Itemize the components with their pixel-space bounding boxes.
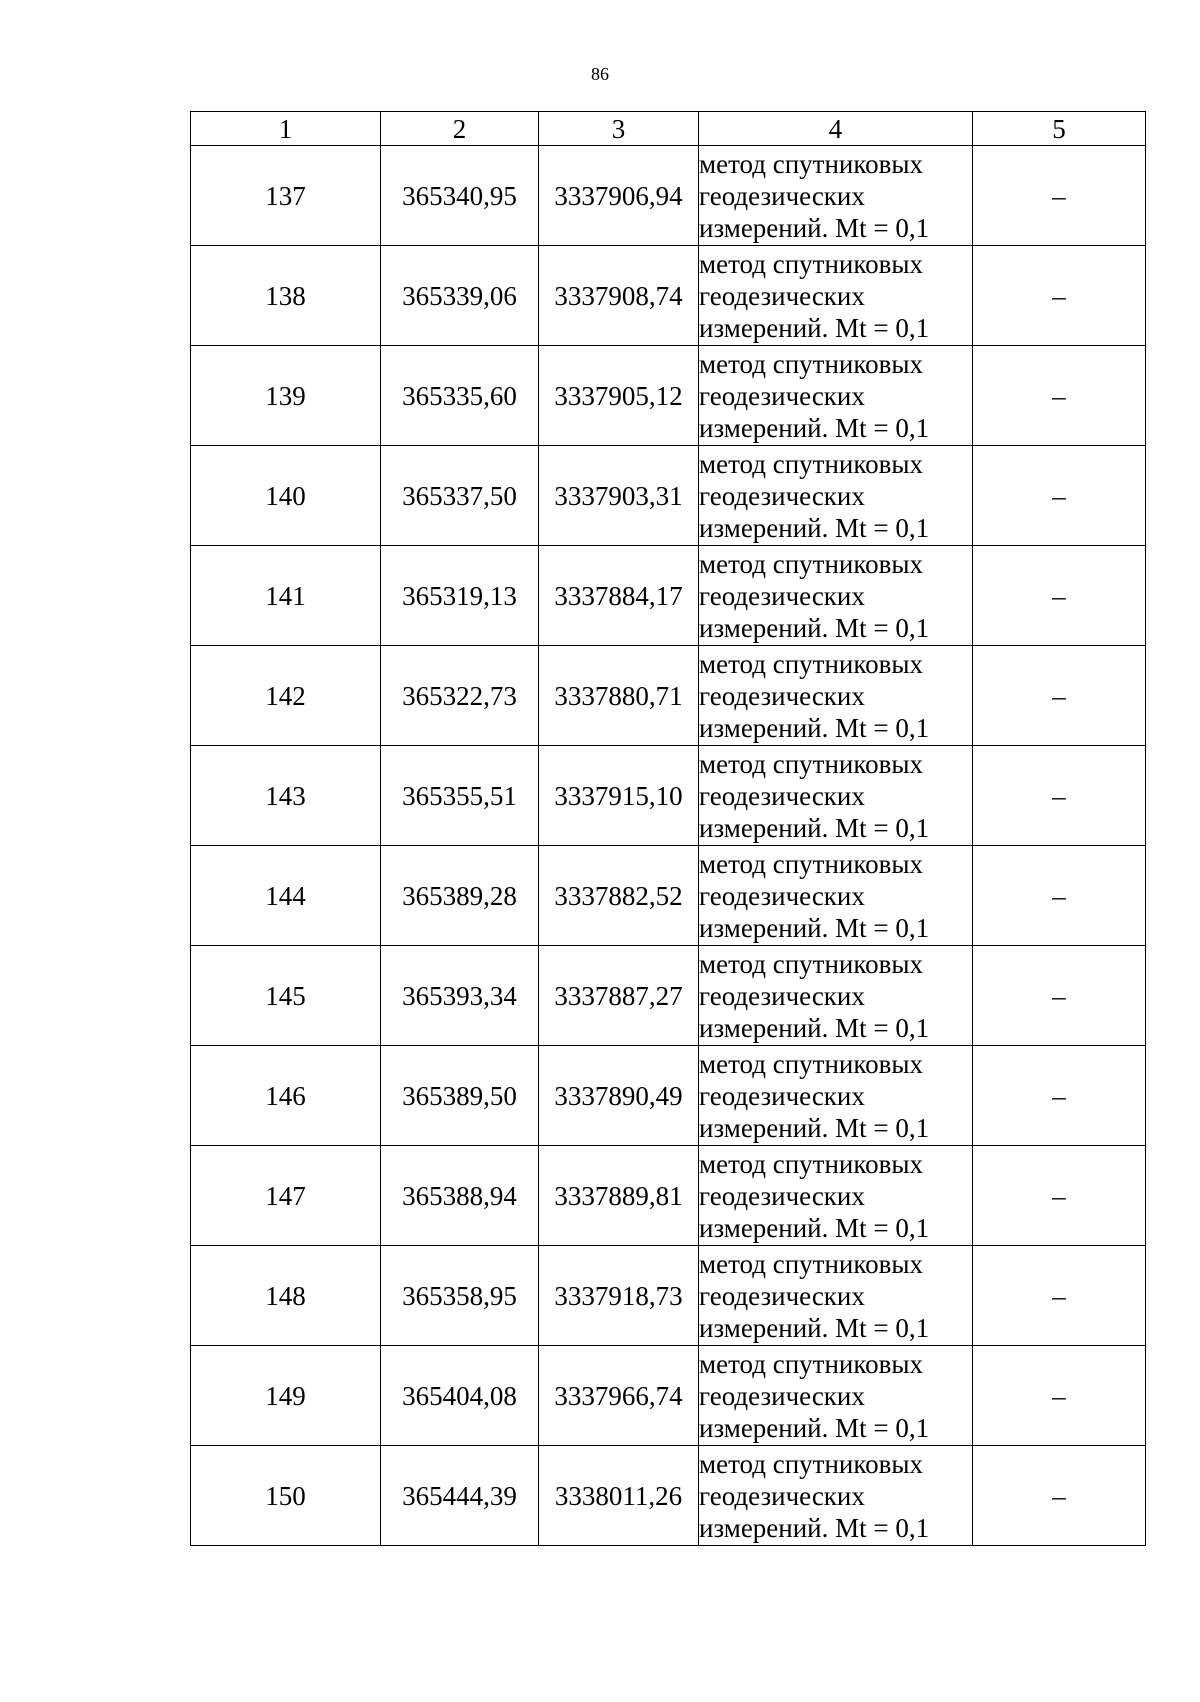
method-line: метод спутниковых [699,748,923,779]
point-number-cell: 137 [191,146,381,246]
method-line: метод спутниковых [699,348,923,379]
method-line: геодезических [699,980,865,1011]
table-row [191,146,1146,246]
method-cell [699,446,973,546]
point-number-cell: 139 [191,346,381,446]
point-number-cell: 140 [191,446,381,546]
y-coordinate-cell: 3337903,31 [539,446,699,546]
column-5-cell: – [973,446,1146,546]
column-5-cell: – [973,546,1146,646]
x-coordinate-cell: 365388,94 [381,1146,539,1246]
y-coordinate-cell: 3337880,71 [539,646,699,746]
table-row [191,446,1146,546]
y-coordinate-cell: 3337966,74 [539,1346,699,1446]
method-line: геодезических [699,1080,865,1111]
method-cell [699,1046,973,1146]
x-coordinate-cell: 365393,34 [381,946,539,1046]
method-line: метод спутниковых [699,648,923,679]
method-cell [699,1146,973,1246]
method-line: измерений. Mt = 0,1 [699,512,930,543]
table-header [191,112,1146,146]
method-line: геодезических [699,280,865,311]
x-coordinate-cell: 365389,50 [381,1046,539,1146]
column-5-cell: – [973,346,1146,446]
column-header-5: 5 [973,112,1146,146]
method-cell [699,1446,973,1546]
x-coordinate-cell: 365444,39 [381,1446,539,1546]
column-5-cell: – [973,1046,1146,1146]
table-row [191,1046,1146,1146]
method-line: геодезических [699,380,865,411]
point-number-cell: 149 [191,1346,381,1446]
method-line: измерений. Mt = 0,1 [699,912,930,943]
table-row [191,1246,1146,1346]
point-number-cell: 143 [191,746,381,846]
table-row [191,646,1146,746]
method-line: измерений. Mt = 0,1 [699,712,930,743]
x-coordinate-cell: 365404,08 [381,1346,539,1446]
method-line: геодезических [699,1280,865,1311]
point-number-cell: 145 [191,946,381,1046]
y-coordinate-cell: 3337918,73 [539,1246,699,1346]
column-5-cell: – [973,646,1146,746]
header-row [191,112,1146,146]
table-body [191,146,1146,1546]
table-row [191,746,1146,846]
x-coordinate-cell: 365358,95 [381,1246,539,1346]
x-coordinate-cell: 365337,50 [381,446,539,546]
method-line: метод спутниковых [699,1048,923,1079]
y-coordinate-cell: 3337890,49 [539,1046,699,1146]
table-row [191,946,1146,1046]
y-coordinate-cell: 3337882,52 [539,846,699,946]
method-line: измерений. Mt = 0,1 [699,812,930,843]
method-line: геодезических [699,180,865,211]
method-line: измерений. Mt = 0,1 [699,412,930,443]
table-row [191,846,1146,946]
point-number-cell: 150 [191,1446,381,1546]
column-5-cell: – [973,1446,1146,1546]
method-line: метод спутниковых [699,148,923,179]
method-line: геодезических [699,1380,865,1411]
method-cell [699,1246,973,1346]
y-coordinate-cell: 3337889,81 [539,1146,699,1246]
table-row [191,1146,1146,1246]
point-number-cell: 138 [191,246,381,346]
column-5-cell: – [973,1146,1146,1246]
table-row [191,346,1146,446]
column-5-cell: – [973,746,1146,846]
method-line: измерений. Mt = 0,1 [699,1212,930,1243]
column-header-4: 4 [699,112,973,146]
x-coordinate-cell: 365335,60 [381,346,539,446]
method-cell [699,846,973,946]
table-row [191,1446,1146,1546]
method-line: метод спутниковых [699,1348,923,1379]
y-coordinate-cell: 3337908,74 [539,246,699,346]
method-line: геодезических [699,680,865,711]
method-line: измерений. Mt = 0,1 [699,212,930,243]
table-row [191,546,1146,646]
method-line: метод спутниковых [699,248,923,279]
method-line: метод спутниковых [699,948,923,979]
method-line: измерений. Mt = 0,1 [699,1412,930,1443]
method-line: метод спутниковых [699,1148,923,1179]
method-line: измерений. Mt = 0,1 [699,1312,930,1343]
column-5-cell: – [973,146,1146,246]
method-cell [699,246,973,346]
method-line: геодезических [699,580,865,611]
y-coordinate-cell: 3337887,27 [539,946,699,1046]
y-coordinate-cell: 3338011,26 [539,1446,699,1546]
method-line: геодезических [699,1180,865,1211]
column-5-cell: – [973,246,1146,346]
method-cell [699,546,973,646]
method-line: метод спутниковых [699,1248,923,1279]
y-coordinate-cell: 3337884,17 [539,546,699,646]
y-coordinate-cell: 3337906,94 [539,146,699,246]
point-number-cell: 148 [191,1246,381,1346]
column-5-cell: – [973,1246,1146,1346]
y-coordinate-cell: 3337915,10 [539,746,699,846]
column-5-cell: – [973,946,1146,1046]
x-coordinate-cell: 365322,73 [381,646,539,746]
point-number-cell: 141 [191,546,381,646]
method-cell [699,346,973,446]
x-coordinate-cell: 365319,13 [381,546,539,646]
method-line: измерений. Mt = 0,1 [699,1512,930,1543]
method-line: измерений. Mt = 0,1 [699,612,930,643]
column-5-cell: – [973,846,1146,946]
point-number-cell: 147 [191,1146,381,1246]
method-cell [699,1346,973,1446]
method-cell [699,946,973,1046]
x-coordinate-cell: 365389,28 [381,846,539,946]
coordinates-table [190,111,1146,1546]
method-line: метод спутниковых [699,548,923,579]
method-line: геодезических [699,780,865,811]
point-number-cell: 144 [191,846,381,946]
y-coordinate-cell: 3337905,12 [539,346,699,446]
method-line: измерений. Mt = 0,1 [699,1012,930,1043]
column-header-1: 1 [191,112,381,146]
table-row [191,246,1146,346]
x-coordinate-cell: 365355,51 [381,746,539,846]
method-line: геодезических [699,880,865,911]
page-number: 86 [591,64,609,84]
point-number-cell: 142 [191,646,381,746]
method-line: измерений. Mt = 0,1 [699,1112,930,1143]
method-line: метод спутниковых [699,848,923,879]
method-line: геодезических [699,1480,865,1511]
method-cell [699,146,973,246]
method-cell [699,746,973,846]
method-cell [699,646,973,746]
column-header-2: 2 [381,112,539,146]
method-line: измерений. Mt = 0,1 [699,312,930,343]
method-line: геодезических [699,480,865,511]
column-5-cell: – [973,1346,1146,1446]
method-line: метод спутниковых [699,448,923,479]
point-number-cell: 146 [191,1046,381,1146]
x-coordinate-cell: 365339,06 [381,246,539,346]
method-line: метод спутниковых [699,1448,923,1479]
table-row [191,1346,1146,1446]
x-coordinate-cell: 365340,95 [381,146,539,246]
column-header-3: 3 [539,112,699,146]
